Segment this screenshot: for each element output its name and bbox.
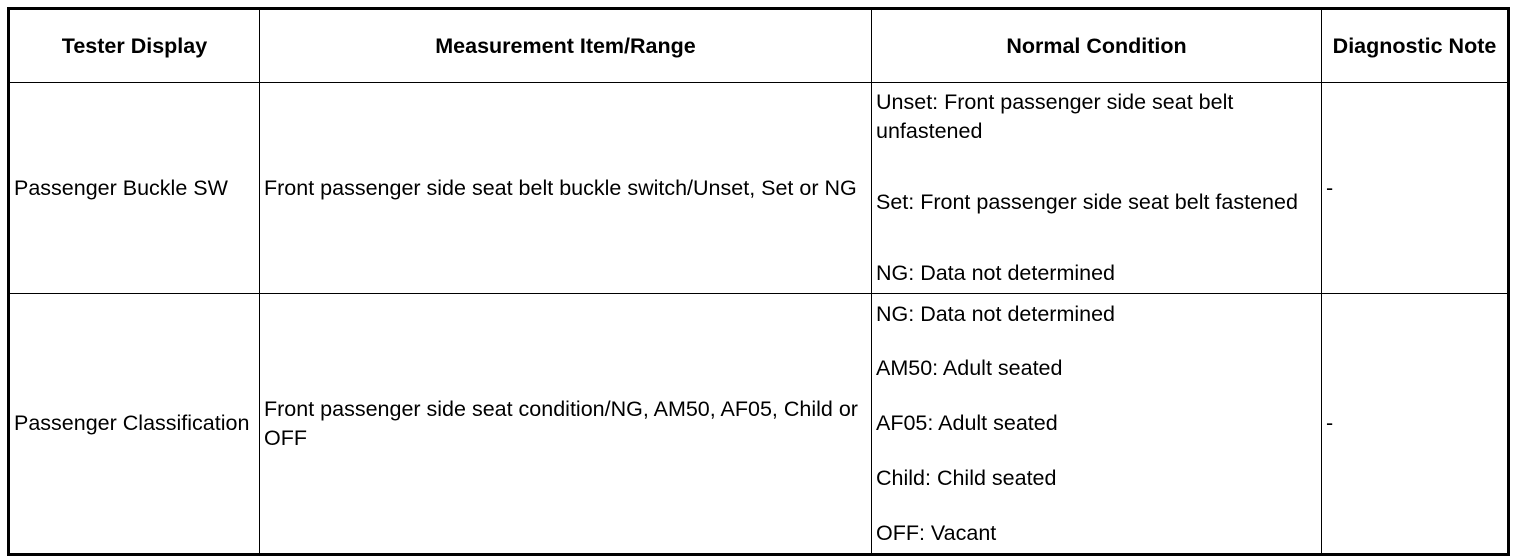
cell-measurement-item: Front passenger side seat condition/NG, AM50, AF05, Child or OFF <box>260 294 872 555</box>
condition-item: AM50: Adult seated <box>876 356 1063 381</box>
table-header-row <box>9 9 1509 83</box>
condition-list <box>876 88 1317 288</box>
cell-tester-display: Passenger Buckle SW <box>9 83 260 294</box>
table-row <box>9 294 1509 555</box>
cell-diagnostic-note: - <box>1322 83 1509 294</box>
cell-normal-condition <box>872 83 1322 294</box>
table-row <box>9 83 1509 294</box>
header-diagnostic-note: Diagnostic Note <box>1322 9 1509 83</box>
condition-item: NG: Data not determined <box>876 301 1116 326</box>
condition-item: Child: Child seated <box>876 465 1057 490</box>
condition-list <box>876 300 1317 548</box>
condition-item: OFF: Vacant <box>876 520 997 545</box>
header-normal-condition: Normal Condition <box>872 9 1322 83</box>
condition-item: Set: Front passenger side seat belt fastened <box>876 190 1298 214</box>
condition-item: Unset: Front passenger side seat belt unfastened <box>876 90 1234 143</box>
header-measurement-item: Measurement Item/Range <box>260 9 872 83</box>
condition-item: NG: Data not determined <box>876 261 1116 285</box>
cell-diagnostic-note: - <box>1322 294 1509 555</box>
data-list-table <box>7 7 1510 556</box>
header-tester-display: Tester Display <box>9 9 260 83</box>
condition-item: AF05: Adult seated <box>876 411 1058 435</box>
cell-tester-display: Passenger Classification <box>9 294 260 555</box>
cell-measurement-item: Front passenger side seat belt buckle switch/Unset, Set or NG <box>260 83 872 294</box>
cell-normal-condition <box>872 294 1322 555</box>
